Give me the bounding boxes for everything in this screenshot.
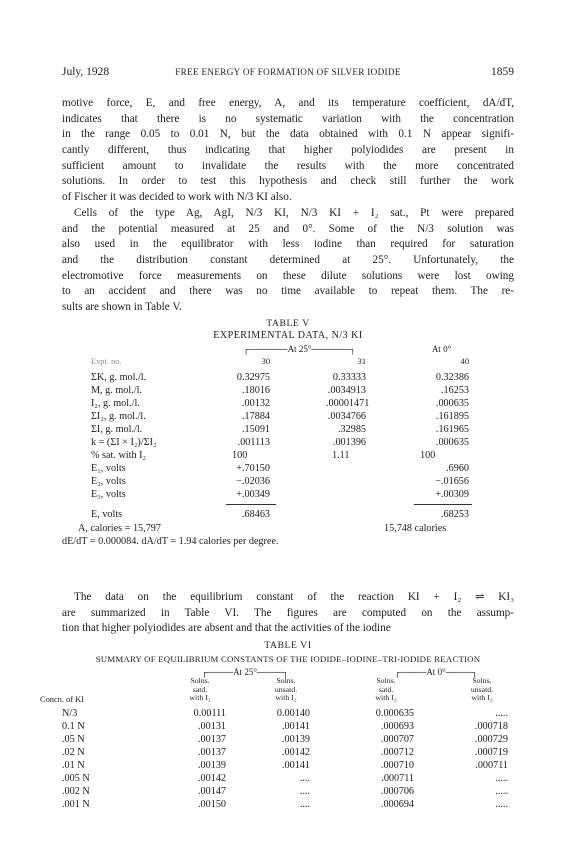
cell: ..... [495, 708, 508, 719]
row-label: I₂, g. mol./l. [91, 398, 140, 409]
row-label: ΣI, g. mol./l. [91, 424, 143, 435]
cell: .0034766 [327, 411, 366, 422]
cell: .00139 [197, 760, 226, 771]
table-header-row [62, 357, 514, 370]
cell: .00141 [281, 721, 310, 732]
text-line: and the distribution constant determined at 25°. Unfortunately, the [62, 254, 514, 267]
cell: .00141 [281, 760, 310, 771]
expt-number: 30 [261, 357, 270, 366]
cell: 0.33333 [332, 372, 366, 383]
expt-number: 40 [460, 357, 469, 366]
header-date: July, 1928 [62, 66, 110, 78]
row-label: M, g. mol./l. [91, 385, 142, 396]
text-line: sufficient amount to invalidate the results with the more concentrated [62, 159, 514, 172]
cell: .00150 [197, 799, 226, 810]
cell: 0.00111 [193, 708, 226, 719]
text-line: The data on the equilibrium constant of the reaction KI + I₂ ⇌ KI₃ [74, 591, 514, 603]
cell: .000693 [380, 721, 414, 732]
text-line: Cells of the type Ag, AgI, N/3 KI, N/3 KI + I₂ sat., Pt were prepared [74, 207, 514, 219]
table-5 [62, 344, 514, 574]
cell: .00142 [281, 747, 310, 758]
cell: .6960 [446, 463, 469, 474]
table-row [40, 786, 540, 799]
row-label: .01 N [62, 760, 85, 771]
text-line: of Fischer it was decided to work with N/3 KI also. [62, 191, 292, 204]
cell: 0.000635 [375, 708, 414, 719]
table-6 [40, 667, 540, 810]
cell: .000712 [380, 747, 414, 758]
table-row [62, 450, 514, 463]
column-header: Solns. unsatd. with I₂ [274, 676, 298, 703]
cell: .00147 [197, 786, 226, 797]
cell: .000635 [435, 437, 469, 448]
column-header: Solns. satd. with I₂ [189, 676, 211, 703]
group-header-0: ┌────At 0°────┐ [394, 667, 478, 677]
group-header-25: ┌────At 25°────┐ [201, 667, 289, 677]
page-number: 1859 [491, 66, 514, 78]
cell: ..... [495, 799, 508, 810]
cell: −.02036 [236, 476, 270, 487]
expt-number: 31 [357, 357, 366, 366]
sum-rule [226, 504, 276, 505]
column-header: Solns. satd. with I₂ [375, 676, 397, 703]
row-label: 0.1 N [62, 721, 85, 732]
row-label: .005 N [62, 773, 90, 784]
group-header-0: At 0° [431, 344, 452, 354]
row-label: E₂, volts [91, 476, 126, 487]
cell: .... [299, 773, 310, 784]
row-label: .02 N [62, 747, 85, 758]
cell: .00139 [281, 734, 310, 745]
running-header [62, 66, 514, 82]
table-row [62, 424, 514, 437]
table-row [62, 489, 514, 502]
cell: .00137 [197, 747, 226, 758]
cell: −.01656 [435, 476, 469, 487]
cell: +.00309 [435, 489, 469, 500]
table-row [62, 509, 514, 522]
cell: 0.32975 [236, 372, 270, 383]
footer-text: dE/dT = 0.000084. dA/dT = 1.94 calories per degree. [62, 536, 279, 547]
cell: .15091 [241, 424, 270, 435]
paragraph-3 [62, 590, 514, 637]
text-line: solutions. In order to test this hypothesis and check still further the work [62, 175, 514, 188]
cell: .000707 [380, 734, 414, 745]
conc-label: Concn. of KI [40, 695, 84, 704]
paragraph-1 [62, 96, 514, 206]
row-label: .002 N [62, 786, 90, 797]
cell: +.00349 [236, 489, 270, 500]
calories-row [62, 523, 514, 536]
cell: .... [299, 799, 310, 810]
cell: .000710 [380, 760, 414, 771]
row-label: .05 N [62, 734, 85, 745]
text-line: and the potential measured at 25 and 0°. Some of the N/3 solution was [62, 222, 514, 235]
table-footer [62, 536, 514, 549]
row-label: .001 N [62, 799, 90, 810]
table-row [40, 721, 540, 734]
cell: .000711 [381, 773, 414, 784]
cell: ..... [495, 773, 508, 784]
table-row [62, 411, 514, 424]
calories-right: 15,748 calories [384, 523, 447, 534]
cell: 100 [420, 450, 436, 461]
text-line: indicates that there is no systematic variation with the concentration [62, 112, 514, 125]
text-line: electromotive force measurements on these dilute solutions were lost owing [62, 269, 514, 282]
row-label: k = (ΣI × I₂)/ΣI₂ [91, 437, 157, 448]
row-label: % sat. with I₂ [91, 450, 147, 461]
cell: +.70150 [236, 463, 270, 474]
text-line: are summarized in Table VI. The figures are computed on the assump- [62, 606, 514, 619]
paragraph-2 [62, 206, 514, 316]
cell: .68463 [241, 509, 270, 520]
cell: .00132 [241, 398, 270, 409]
table-row [62, 437, 514, 450]
table-row [62, 476, 514, 489]
cell: .00142 [197, 773, 226, 784]
cell: .161965 [435, 424, 469, 435]
cell: .000706 [380, 786, 414, 797]
table-6-caption: TABLE VI [264, 640, 312, 651]
cell: .32985 [337, 424, 366, 435]
table-row [40, 734, 540, 747]
cell: .00131 [197, 721, 226, 732]
cell: .... [299, 786, 310, 797]
cell: .68253 [440, 509, 469, 520]
cell: .00001471 [326, 398, 370, 409]
table-5-subtitle: EXPERIMENTAL DATA, N/3 KI [213, 330, 363, 341]
text-line: in the range 0.05 to 0.01 N, but the data obtained with 0.1 N appear signifi- [62, 128, 514, 141]
cell: .000718 [474, 721, 508, 732]
text-line: also used in the equilibrator with less iodine than required for saturation [62, 238, 514, 251]
table-row [62, 372, 514, 385]
row-label: E₃, volts [91, 489, 126, 500]
text-line: cantly different, thus indicating that higher polyiodides are present in [62, 144, 514, 157]
table-row [40, 773, 540, 786]
column-header: Solns. unsatd. with I₂ [470, 676, 494, 703]
table-row [40, 760, 540, 773]
row-label: ΣI₂, g. mol./l. [91, 411, 146, 422]
cell: .000711 [475, 760, 508, 771]
cell: .000694 [380, 799, 414, 810]
cell: .00137 [197, 734, 226, 745]
cell: 0.00140 [276, 708, 310, 719]
text-line: to an accident and there was no time available to repeat them. The re- [62, 285, 514, 298]
cell: 0.32386 [435, 372, 469, 383]
expt-label: Expt. no. [91, 357, 122, 366]
table-5-caption: TABLE V [266, 318, 310, 329]
cell: .001396 [332, 437, 366, 448]
cell: .000729 [474, 734, 508, 745]
table-row [40, 747, 540, 760]
cell: ..... [495, 786, 508, 797]
header-title: FREE ENERGY OF FORMATION OF SILVER IODIDE [175, 67, 401, 77]
cell: .000635 [435, 398, 469, 409]
cell: 100 [232, 450, 248, 461]
table-row [40, 799, 540, 812]
cell: .000719 [474, 747, 508, 758]
cell: 1.11 [332, 450, 350, 461]
table-row [40, 708, 540, 721]
row-label: ΣK, g. mol./l. [91, 372, 147, 383]
cell: .001113 [237, 437, 270, 448]
row-label: E, volts [91, 509, 123, 520]
cell: .18016 [241, 385, 270, 396]
row-label: N/3 [62, 708, 78, 719]
cell: .16253 [440, 385, 469, 396]
table-row [62, 463, 514, 476]
text-line: sults are shown in Table V. [62, 301, 182, 314]
cell: .0034913 [327, 385, 366, 396]
sum-rule [414, 504, 472, 505]
text-line: motive force, E, and free energy, A, and its temperature coefficient, dA/dT, [62, 97, 514, 109]
table-row [62, 398, 514, 411]
cell: .17884 [241, 411, 270, 422]
cell: .161895 [435, 411, 469, 422]
row-label: E₁, volts [91, 463, 126, 474]
table-6-subtitle: SUMMARY OF EQUILIBRIUM CONSTANTS OF THE IODIDE–IODINE–TRI-IODIDE REACTION [95, 654, 481, 664]
text-line: tion that higher polyiodides are absent and that the activities of the iodine [62, 622, 391, 635]
table-row [62, 385, 514, 398]
calories-left: A, calories = 15,797 [78, 523, 161, 534]
group-header-25: ┌──────At 25°──────┐ [242, 344, 357, 354]
